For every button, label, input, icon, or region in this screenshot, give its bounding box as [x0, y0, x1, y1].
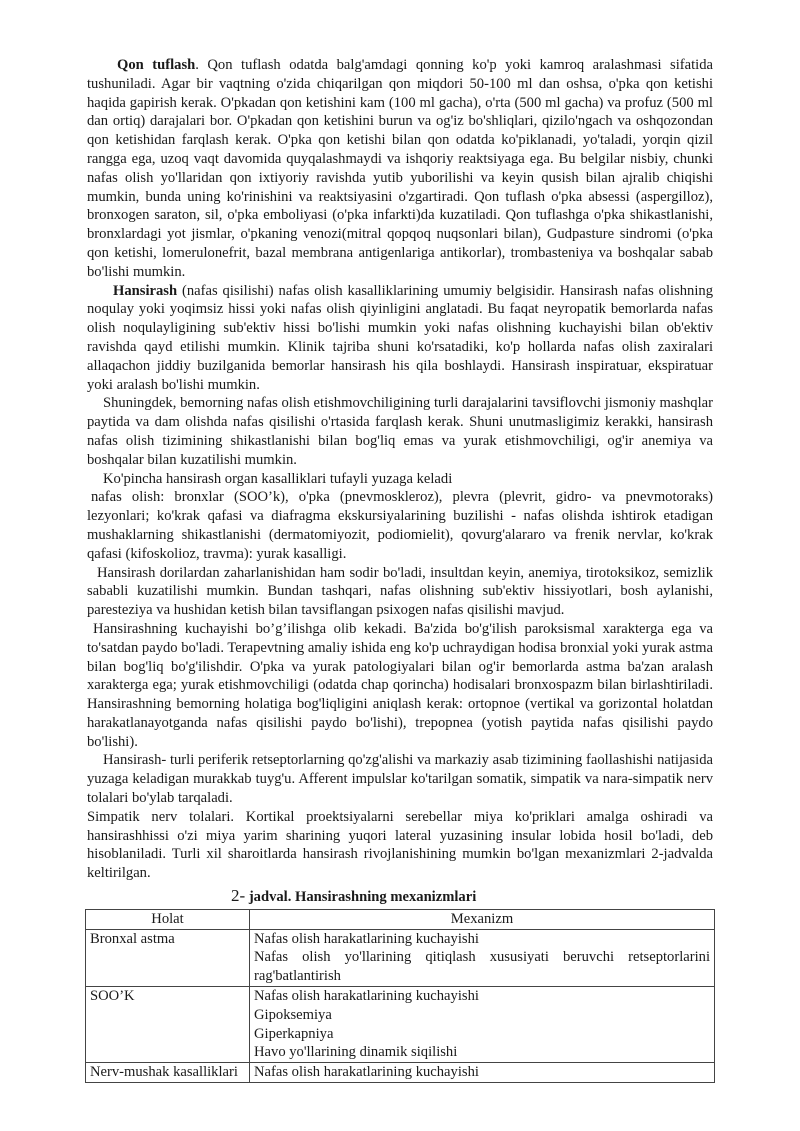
paragraph-text: (nafas qisilishi) nafas olish kasalliklarining umumiy belgisidir. Hansirash nafas olishning noqulay yoki yoqimsiz hissi yoki nafas olish qiyinligini anglatadi. Bu faqat neyropatik bemorlarda nafas olish noqulayligining sub'ektiv hissi bo'lishi mumkin yoki nafas olishning kuchayishi bilan ob'ektiv ravishda qayd etilishi mumkin. Klinik tajriba shuni ko'rsatadiki, ko'p hollarda nafas olish zaxiralari allaqachon jiddiy buzilganida bemorlar hansirash his qila boshlaydi. Hansirash inspiratuar, ekspiratuar yoki aralash bo'lishi mumkin. — [87, 282, 713, 393]
paragraph-8: Hansirash- turli periferik retseptorlarning qo'zg'alishi va markaziy asab tizimining faollashishi natijasida yuzaga keladigan murakkab tuyg'u. Afferent impulslar ko'tarilgan somatik, simpatik va nara-simpatik nerv tolalari bo'ylab tarqaladi. — [87, 752, 713, 807]
table-header-row — [86, 909, 715, 929]
header-holat: Holat — [86, 909, 250, 929]
table-row — [86, 929, 715, 986]
cell-mexanizm — [250, 987, 715, 1063]
mechanism-item: Nafas olish harakatlarining kuchayishi — [254, 930, 479, 947]
table-row — [86, 987, 715, 1063]
mechanisms-table — [85, 909, 715, 1083]
term-hansirash: Hansirash — [113, 282, 178, 299]
mechanism-item: Havo yo'llarining dinamik siqilishi — [254, 1044, 458, 1061]
mechanism-item: Gipoksemiya — [254, 1006, 332, 1023]
table-caption — [231, 887, 713, 907]
paragraph-dyspnea — [87, 282, 713, 395]
cell-mexanizm — [250, 1063, 715, 1083]
mechanism-item: Nafas olish harakatlarining kuchayishi — [254, 988, 479, 1005]
paragraph-6: Hansirash dorilardan zaharlanishidan ham sodir bo'ladi, insultdan keyin, anemiya, tirotoksikoz, semizlik sababli kuzatilishi mumkin. Bundan tashqari, nafas olishning sub'ektiv hissiyotlari, bosh aylanishi, paresteziya va hushidan ketish bilan tavsiflangan psixogen nafas qisilishi mavjud. — [87, 564, 713, 619]
paragraph-text: . Qon tuflash odatda balg'amdagi qonning ko'p yoki kamroq aralashmasi sifatida tushuniladi. Agar bir vaqtning o'zida chiqarilgan qon miqdori 50-100 ml dan oshsa, o'pka qon ketishi haqida gapirish kerak. O'pkadan qon ketishini kam (100 ml gacha), o'rta (500 ml gacha) va profuz (500 ml dan ortiq) darajalari bor. O'pkadan qon ketishini burun va og'iz bo'shliqlari, qizilo'ngach va oshqozondan qon ketishidan farqlash kerak. O'pka qon ketishi bilan qon odatda ko'piklanadi, yo'taladi, yorqin qizil rangga ega, uzoq vaqt davomida quyqalashmaydi va ishqoriy reaktsiyaga ega. Bu belgilar nisbiy, chunki nafas olish yo'llaridan qon ixtiyoriy ravishda yutib yuborilishi va keyin qusish bilan ajralib chiqishi mumkin, bunda uning ko'rinishini va reaktsiyasini o'zgartiradi. Qon tuflash o'pka absessi (aspergilloz), bronxogen saraton, sil, o'pka emboliyasi (o'pka infarkti)da kuzatiladi. Qon tuflashga o'pka shikastlanishi, bronxlardagi yot jismlar, o'pkaning venozi(mitral qopqoq nuqsonlari bilan), Gudpasture sindromi (o'pka qon ketishi, lomerulonefrit, bazal membrana antigenlariga antikorlar), trombasteniya va boshqalar sabab bo'lishi mumkin. — [87, 57, 713, 280]
table-caption-number: 2- — [231, 886, 246, 906]
paragraph-7: Hansirashning kuchayishi bo’g’ilishga olib kekadi. Ba'zida bo'g'ilish paroksismal xarakterga ega va to'satdan paydo bo'ladi. Terapevtning amaliy ishida eng ko'p uchraydigan hodisa bronxial yoki yurak astma bilan bog'liq bo'g'ilishdir. O'pka va yurak patologiyalari bilan og'ir bemorlarda astma ba'zan aralash xarakterga ega; yurak etishmovchiligi (odatda chap qorincha) hodisalari bronxospazm bilan birlashtiriladi. Hansirashning bemorning holatiga bog'liqligini aniqlash kerak: ortopnoe (vertikal va gorizontal holatdan harakatlanayotganda nafas qisilishi paydo bo'lishi), trepopnea (yotish paytida nafas qisilishi paydo bo'lishi). — [87, 620, 713, 750]
mechanism-item: Giperkapniya — [254, 1025, 334, 1042]
mechanism-item: Nafas olish harakatlarining kuchayishi — [254, 1064, 479, 1081]
paragraph-3: Shuningdek, bemorning nafas olish etishmovchiligining turli darajalarini tavsiflovchi jismoniy mashqlar paytida va dam olishda nafas qisilishi o'rtasida farqlash kerak. Shuni unutmasligimiz kerakki, hansirash nafas olish tizimining shikastlanishi bilan bog'liq emas va yurak etishmovchiligi, og'ir anemiya va boshqalar bilan kuzatilishi mumkin. — [87, 395, 713, 468]
paragraph-4: Ko'pincha hansirash organ kasalliklari tufayli yuzaga keladi — [103, 470, 453, 487]
cell-holat: Nerv-mushak kasalliklari — [86, 1063, 250, 1083]
table-caption-title: jadval. Hansirashning mexanizmlari — [245, 889, 477, 906]
cell-mexanizm — [250, 929, 715, 986]
header-mexanizm: Mexanizm — [250, 909, 715, 929]
table-row — [86, 1063, 715, 1083]
paragraph-9: Simpatik nerv tolalari. Kortikal proektsiyalarni serebellar miya ko'priklari amalga oshiradi va hansirashhissi o'zi miya yarim sharining yuqori lateral yuzasining insular lobida hosil bo'ladi, deb hisoblaniladi. Turli xil sharoitlarda hansirash rivojlanishining mumkin bo'lgan mexanizmlari 2-jadvalda keltirilgan. — [87, 808, 713, 882]
mechanism-item: Nafas olish yo'llarining qitiqlash xususiyati beruvchi retseptorlarini rag'batlantirish — [254, 949, 710, 985]
paragraph-5: nafas olish: bronxlar (SOO’k), o'pka (pnevmoskleroz), plevra (plevrit, gidro- va pnevmotoraks) lezyonlari; ko'krak qafasi va diafragma ekskursiyalarining buzilishi - nafas olishda ishtirok etadigan mushaklarning shikastlanishi (dermatomiyozit, podiomielit), qovurg'alararo va frenik nervlar, ko'krak qafasi (kifoskolioz, travma): yurak kasalligi. — [87, 489, 713, 562]
paragraph-hemoptysis — [87, 56, 713, 282]
term-qon-tuflash: Qon tuflash — [117, 57, 196, 73]
cell-holat: Bronxal astma — [86, 929, 250, 986]
document-page — [87, 56, 713, 1083]
cell-holat: SOO’K — [86, 987, 250, 1063]
